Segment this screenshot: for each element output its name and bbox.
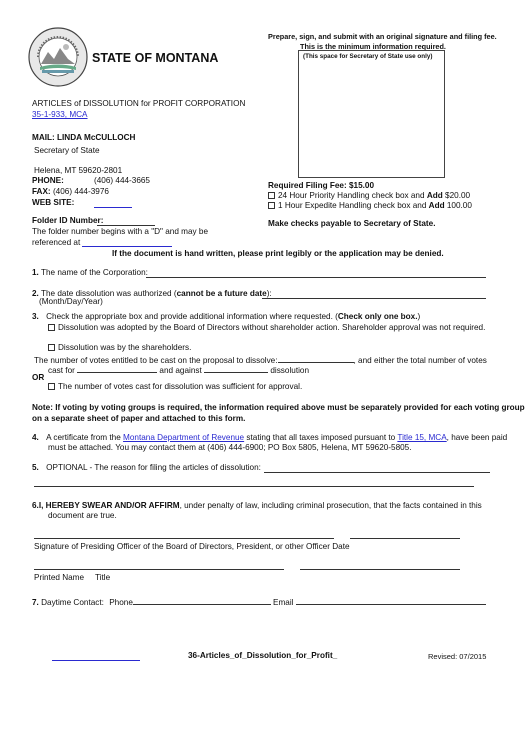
q3-option-sufficient (48, 382, 302, 391)
mail-office: Secretary of State (34, 146, 100, 155)
sos-use-label: (This space for Secretary of State use only) (303, 53, 433, 60)
votes-entitled-input[interactable] (278, 353, 354, 363)
fax-value: (406) 444-3976 (52, 187, 109, 196)
title-label: Title (95, 573, 111, 582)
q6 (32, 501, 482, 510)
title-15-link[interactable]: Title 15, MCA (397, 433, 447, 442)
q4 (32, 433, 507, 442)
q6-number: 6. (32, 501, 39, 510)
folder-id-input[interactable] (97, 216, 155, 226)
printed-name-label: Printed Name (34, 573, 85, 582)
votes-against-input[interactable] (204, 363, 268, 373)
corporation-name-input[interactable] (146, 268, 486, 278)
sufficient-option-text: The number of votes cast for dissolution was sufficient for approval. (58, 382, 303, 391)
shareholders-option-text: Dissolution was by the shareholders. (58, 343, 192, 352)
priority-text: 24 Hour Priority Handling check box and (278, 191, 425, 200)
votes-for-label: cast for (48, 366, 75, 375)
q5 (32, 463, 261, 472)
expedite-text: 1 Hour Expedite Handling check box and (278, 201, 427, 210)
signature-date-line[interactable] (350, 538, 460, 539)
folder-label: Folder ID Number: (32, 216, 104, 225)
priority-add: Add (426, 191, 443, 200)
folder-note-2: referenced at (32, 238, 81, 247)
contact-email-input[interactable] (296, 595, 486, 605)
q2-number: 2. (32, 289, 39, 298)
footer-revised: Revised: 07/2015 (428, 652, 487, 661)
folder-note-1: The folder number begins with a "D" and may be (32, 227, 209, 236)
reason-input-1[interactable] (264, 463, 490, 473)
statute-link[interactable]: 35-1-933, MCA (32, 110, 88, 119)
filing-fee (268, 181, 374, 190)
q3-number: 3. (32, 312, 39, 321)
expedite-option (268, 201, 472, 210)
voting-group-note-1: Note: If voting by voting groups is required, the information required above must be separately provided for each voting group (32, 403, 525, 412)
expedite-amount: 100.00 (446, 201, 472, 210)
dissolution-date-input[interactable] (262, 289, 486, 299)
handwritten-warning: If the document is hand written, please print legibly or the application may be denied. (112, 249, 444, 258)
instructions-line-1: Prepare, sign, and submit with an original signature and filing fee. (268, 32, 497, 41)
mail-name: LINDA McCULLOCH (57, 133, 136, 142)
shareholders-checkbox[interactable] (48, 344, 55, 351)
q7 (32, 595, 271, 607)
checks-payable: Make checks payable to Secretary of State. (268, 219, 436, 228)
priority-amount: $20.00 (445, 191, 471, 200)
state-seal-logo (28, 26, 88, 88)
q3-label-b: Check only one box. (337, 312, 418, 321)
q7-email (273, 595, 486, 607)
votes-for-input[interactable] (77, 363, 157, 373)
q7-contact-label: Daytime Contact: (41, 598, 104, 607)
reason-input-2[interactable] (34, 486, 474, 487)
web-site-link[interactable] (94, 198, 132, 208)
folder-reference-link[interactable] (82, 237, 172, 247)
expedite-checkbox[interactable] (268, 202, 275, 209)
instructions-line-2: This is the minimum information required. (300, 42, 446, 51)
phone-label: PHONE: (32, 176, 64, 185)
phone-value: (406) 444-3665 (94, 176, 150, 185)
q3-label-c: ) (417, 312, 421, 321)
fax-block (32, 187, 109, 196)
board-checkbox[interactable] (48, 324, 55, 331)
printed-name-line[interactable] (34, 569, 284, 570)
mail-city: Helena, MT 59620-2801 (34, 166, 123, 175)
q7-number: 7. (32, 598, 39, 607)
q7-email-label: Email (273, 598, 294, 607)
fee-amount: $15.00 (348, 181, 375, 190)
q6-text-c: document are true. (48, 511, 117, 520)
q3-option-board (48, 323, 485, 332)
q3-option-shareholders (48, 343, 191, 352)
board-option-text: Dissolution was adopted by the Board of Directors without shareholder action. Shareholder approval was not required. (58, 323, 486, 332)
footer-form-name: 36-Articles_of_Dissolution_for_Profit_ (188, 651, 338, 660)
votes-entitled-label: The number of votes entitled to be cast on the proposal to dissolve: (34, 356, 278, 365)
sos-use-box (298, 50, 445, 178)
q3-or: OR (32, 373, 45, 382)
fax-label: FAX: (32, 187, 51, 196)
q1-number: 1. (32, 268, 39, 277)
footer-link[interactable] (52, 651, 140, 661)
q4-number: 4. (32, 433, 39, 442)
sufficient-checkbox[interactable] (48, 383, 55, 390)
q4-text-b: stating that all taxes imposed pursuant to (246, 433, 396, 442)
web-label: WEB SITE: (32, 198, 75, 207)
q3 (32, 312, 420, 321)
expedite-add: Add (428, 201, 445, 210)
priority-checkbox[interactable] (268, 192, 275, 199)
q2-label-c: ): (266, 289, 272, 298)
q5-number: 5. (32, 463, 39, 472)
contact-phone-input[interactable] (133, 595, 271, 605)
votes-against-label: and against (159, 366, 202, 375)
q6-affirm: I, HEREBY SWEAR AND/OR AFFIRM (38, 501, 180, 510)
doc-type: ARTICLES of DISSOLUTION for PROFIT CORPORATION (32, 99, 246, 108)
revenue-dept-link[interactable]: Montana Department of Revenue (123, 433, 245, 442)
q1 (32, 268, 148, 277)
q7-phone-label: Phone (109, 598, 133, 607)
signature-label: Signature of Presiding Officer of the Board of Directors, President, or other Officer Date (34, 542, 350, 551)
q3-label-a: Check the appropriate box and provide additional information where requested. ( (46, 312, 338, 321)
mail-block (32, 133, 135, 142)
q2-date-format: (Month/Day/Year) (39, 297, 103, 306)
priority-option (268, 191, 470, 200)
q6-text-b: , under penalty of law, including criminal prosecution, that the facts contained in this (179, 501, 482, 510)
fee-label: Required Filing Fee: (268, 181, 347, 190)
page-title: STATE OF MONTANA (92, 51, 219, 65)
q4-text-d: must be attached. You may contact them at (406) 444-6900; PO Box 5805, Helena, MT 59620-5805. (48, 443, 412, 452)
votes-cast-row (48, 363, 309, 375)
votes-dissolution-label: dissolution (270, 366, 310, 375)
q4-text-c: , have been paid (446, 433, 508, 442)
signature-line[interactable] (34, 538, 334, 539)
voting-group-note-2: on a separate sheet of paper and attached to this form. (32, 414, 246, 423)
q5-label: OPTIONAL - The reason for filing the articles of dissolution: (46, 463, 261, 472)
q2-label-a: The date dissolution was authorized ( (40, 289, 177, 298)
q1-label: The name of the Corporation: (40, 268, 148, 277)
q4-text-a: A certificate from the (46, 433, 121, 442)
votes-total-label: , and either the total number of votes (353, 356, 487, 365)
mail-label: MAIL: (32, 133, 55, 142)
q2-label-b: cannot be a future date (176, 289, 267, 298)
title-line[interactable] (300, 569, 460, 570)
